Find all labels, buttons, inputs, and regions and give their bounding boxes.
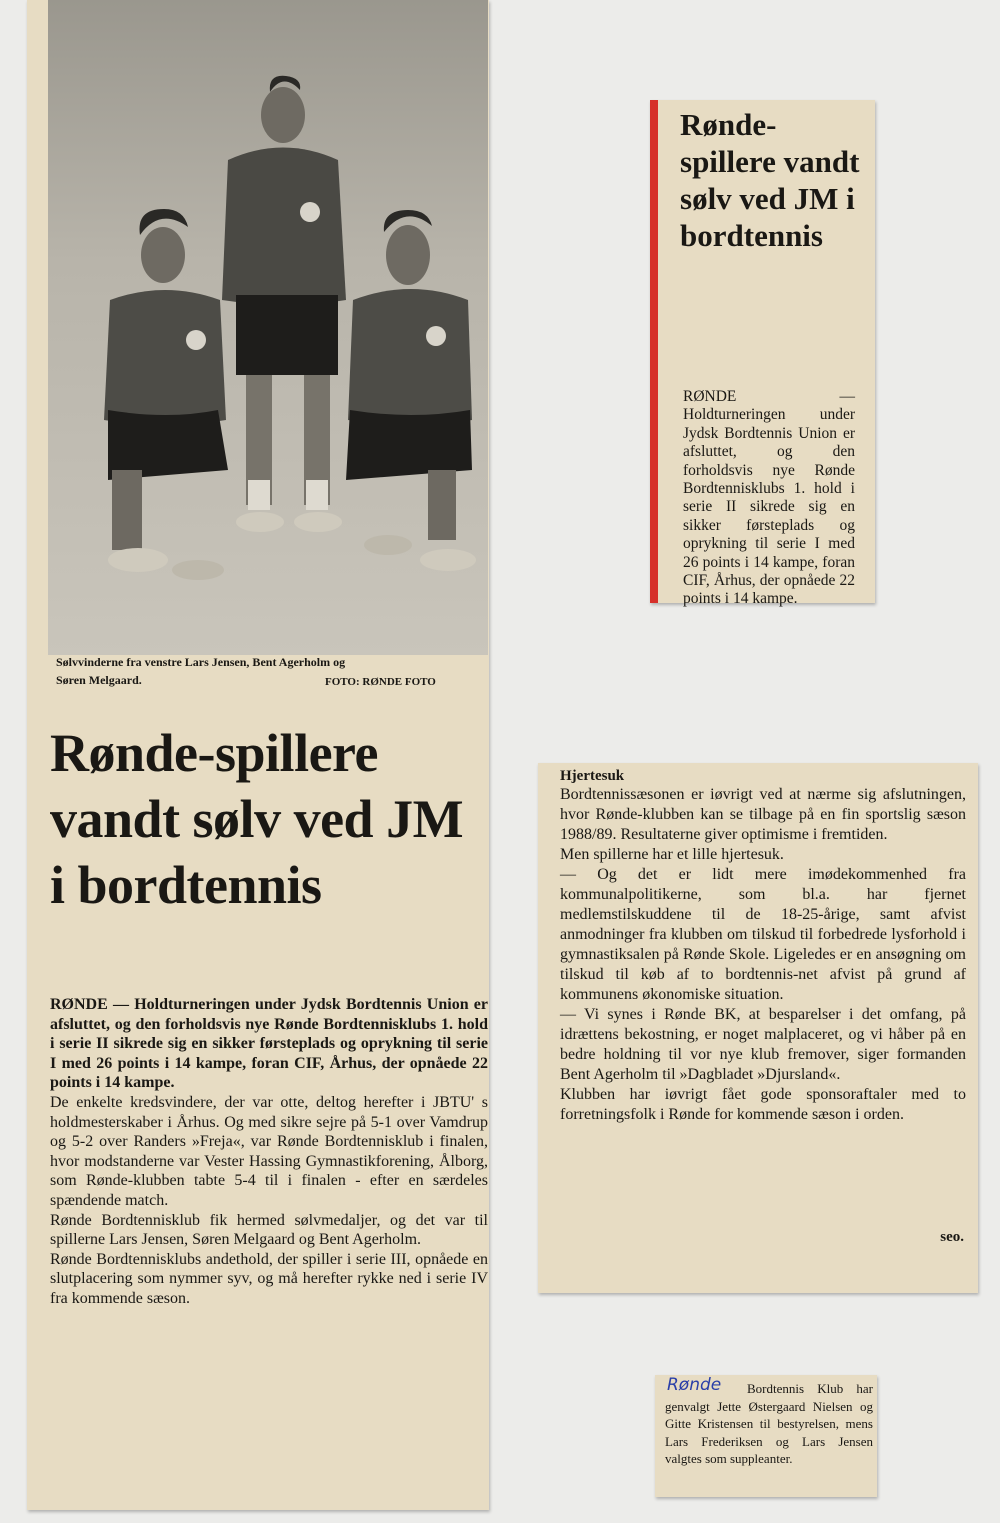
mid-paragraph: — Vi synes i Rønde BK, at besparelser i det omfang, på idrættens bekostning, er noget malplaceret, og vi håber på en bedre holdning til vor nye klub fremover, siger formanden Bent Agerholm til »Dagbladet »Djursland«. [560,1006,966,1083]
mid-paragraph: Men spillerne har et lille hjertesuk. [560,846,784,863]
main-paragraph: Rønde Bordtennisklubs andethold, der spiller i serie III, opnåede en slutplacering som nymmer syv, og må herefter rykke ned i serie IV fra kommende sæson. [50,1250,488,1307]
mid-signature: seo. [940,1229,964,1245]
handwritten-note: Rønde [667,1375,722,1395]
players-photo [48,0,488,655]
player-left [104,209,228,580]
main-paragraph: De enkelte kredsvindere, der var otte, deltog herefter i JBTU' s holdmesterskaber i Århus. Og med sikre sejre på 5-1 over Vamdrup og 5-2 over Randers »Freja«, var Rønde Bordtennisklub i finalen, hvor modstanderne var Vester Hassing Gymnastikforening, Ålborg, som Rønde-klubben tabte 5-4 til i finalen - efter en særdeles spændende match. [50,1093,488,1209]
mid-body [560,785,966,1125]
player-standing [222,76,346,532]
mid-paragraph: — Og det er lidt mere imødekommenhed fra kommunalpolitikerne, som bl.a. har fjernet medlemstilskuddene til de 18-25-årige, samt afvist anmodninger fra klubben om tilskud til forbedrede lysforhold i gymnastiksalen på Rønde Skole. Ligeledes er en ansøgning om tilskud til køb af to bordtennis-net afvist på grund af kommunens økonomiske situation. [560,866,966,1003]
top-right-clipping [650,100,875,608]
main-clipping [27,0,489,1510]
top-headline: Rønde-spillere vandt sølv ved JM i bordtennis [680,107,860,253]
main-paragraph: Rønde Bordtennisklub fik hermed sølvmedaljer, og det var til spillerne Lars Jensen, Søren Melgaard og Bent Agerholm. [50,1211,488,1249]
photo-credit: FOTO: RØNDE FOTO [325,676,436,688]
top-body: RØNDE — Holdturneringen under Jydsk Bordtennis Union er afsluttet, og den forholdsvis nye Rønde Bordtennisklubs 1. hold i serie II sikrede sig en sikker førsteplads og oprykning til serie I med 26 points i 14 kampe, foran CIF, Århus, der opnåede 22 points i 14 kampe. [683,388,855,608]
players-illustration [48,0,488,655]
mid-paragraph: Bordtennissæsonen er iøvrigt ved at nærme sig afslutningen, hvor Rønde-klubben kan se tilbage på en fin sportslig sæson 1988/89. Resultaterne giver optimisme i fremtiden. [560,786,966,843]
red-marker-bar [650,100,658,603]
mid-title: Hjertesuk [560,768,625,784]
player-right [346,210,476,571]
middle-right-clipping [538,763,978,1293]
bottom-right-clipping [655,1375,877,1497]
bottom-body: Bordtennis Klub har genvalgt Jette Østergaard Nielsen og Gitte Kristensen til bestyrelsen, mens Lars Frederiksen og Lars Jensen valgtes som suppleanter. [665,1381,873,1467]
main-body [50,995,488,1309]
main-lead: RØNDE — Holdturneringen under Jydsk Bordtennis Union er afsluttet, og den forholdsvis nye Rønde Bordtennisklubs 1. hold i serie II sikrede sig en sikker førsteplads og oprykning til serie I med 26 points i 14 kampe, foran CIF, Århus, der opnåede 22 points i 14 kampe. [50,996,488,1092]
photo-caption: Sølvvinderne fra venstre Lars Jensen, Bent Agerholm og [56,655,346,669]
mid-paragraph: Klubben har iøvrigt fået gode sponsoraftaler med to forretningsfolk i Rønde for kommende sæson i orden. [560,1086,966,1123]
photo-caption-2: Søren Melgaard. [56,673,142,687]
main-headline: Rønde-spillere vandt sølv ved JM i bordtennis [50,723,464,915]
